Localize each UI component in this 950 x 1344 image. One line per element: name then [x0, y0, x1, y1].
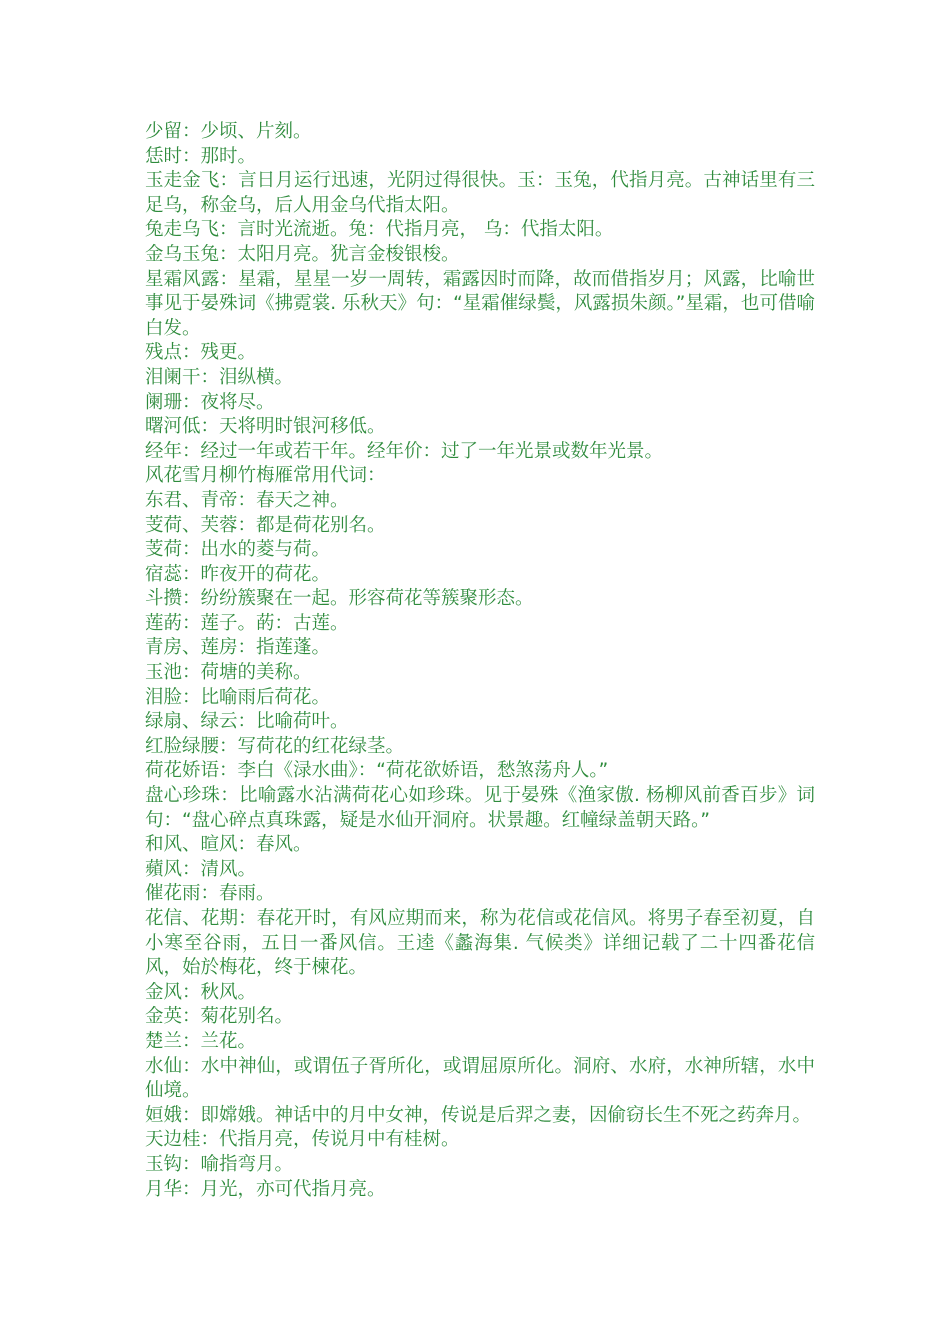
glossary-entry: 姮娥：即嫦娥。神话中的月中女神，传说是后羿之妻，因偷窃长生不死之药奔月。: [145, 1104, 812, 1126]
glossary-entry: 曙河低：天将明时银河移低。: [145, 416, 386, 438]
glossary-entry: 楚兰：兰花。: [145, 1030, 257, 1052]
glossary-entry: 绿扇、绿云：比喻荷叶。: [145, 711, 349, 733]
glossary-entry: 月华：月光，亦可代指月亮。: [145, 1178, 386, 1200]
glossary-entry: 恁时：那时。: [145, 145, 257, 167]
glossary-entry: 红脸绿腰：写荷花的红花绿茎。: [145, 735, 405, 757]
glossary-entry: 天边桂：代指月亮，传说月中有桂树。: [145, 1129, 460, 1151]
glossary-entry: 残点：残更。: [145, 342, 257, 364]
glossary-entry: 玉池：荷塘的美称。: [145, 662, 312, 684]
glossary-entry: 泪阑干：泪纵横。: [145, 366, 294, 388]
glossary-entry: 宿蕊：昨夜开的荷花。: [145, 563, 331, 585]
glossary-entry: 和风、暄风：春风。: [145, 834, 312, 856]
glossary-entry: 斗攒：纷纷簇聚在一起。形容荷花等簇聚形态。: [145, 588, 534, 610]
glossary-entry: 金英：菊花别名。: [145, 1006, 294, 1028]
glossary-entry: 蘋风：清风。: [145, 858, 257, 880]
glossary-entry: 玉钩：喻指弯月。: [145, 1153, 294, 1175]
glossary-entry: 兔走乌飞：言时光流逝。兔：代指月亮， 乌：代指太阳。: [145, 219, 614, 241]
glossary-entry: 金乌玉兔：太阳月亮。犹言金梭银梭。: [145, 243, 460, 265]
glossary-entry: 泪脸：比喻雨后荷花。: [145, 686, 331, 708]
glossary-entry: 东君、青帝：春天之神。: [145, 489, 349, 511]
glossary-entry: 水仙：水中神仙，或谓伍子胥所化，或谓屈原所化。洞府、水府，水神所辖，水中仙境。: [145, 1055, 815, 1102]
glossary-entry: 催花雨：春雨。: [145, 883, 275, 905]
glossary-entry: 金风：秋风。: [145, 981, 257, 1003]
glossary-entry: 盘心珍珠：比喻露水沾满荷花心如珍珠。见于晏殊《渔家傲. 杨柳风前香百步》词句：“盘心碎点真珠露，疑是水仙开洞府。状景趣。红幢绿盖朝天路。”: [145, 785, 815, 831]
glossary-entry: 星霜风露：星霜，星星一岁一周转，霜露因时而降，故而借指岁月；风露，比喻世事见于晏殊词《拂霓裳. 乐秋天》句：“星霜催绿鬓，风露损朱颜。”星霜，也可借喻白发。: [145, 268, 815, 339]
section-heading: 风花雪月柳竹梅雁常用代词：: [145, 465, 386, 487]
glossary-entry: 芰荷、芙蓉：都是荷花别名。: [145, 514, 386, 536]
glossary-entry: 花信、花期：春花开时，有风应期而来，称为花信或花信风。将男子春至初夏，自小寒至谷雨，五日一番风信。王逵《蠡海集. 气候类》详细记载了二十四番花信风，始於梅花，终于楝花。: [145, 908, 815, 979]
glossary-page: [145, 120, 815, 1202]
glossary-entry: 青房、莲房：指莲蓬。: [145, 637, 331, 659]
glossary-entry: 少留：少顷、片刻。: [145, 121, 312, 142]
glossary-entry: 芰荷：出水的菱与荷。: [145, 539, 331, 561]
glossary-entry: 莲菂：莲子。菂：古莲。: [145, 612, 349, 634]
glossary-entry: 玉走金飞：言日月运行迅速，光阴过得很快。玉：玉兔，代指月亮。古神话里有三足乌，称金乌，后人用金乌代指太阳。: [145, 170, 815, 216]
glossary-entry: 阑珊：夜将尽。: [145, 391, 275, 413]
glossary-entry: 荷花娇语：李白《渌水曲》：“荷花欲娇语，愁煞荡舟人。”: [145, 760, 609, 782]
glossary-entry: 经年：经过一年或若干年。经年价：过了一年光景或数年光景。: [145, 440, 664, 462]
